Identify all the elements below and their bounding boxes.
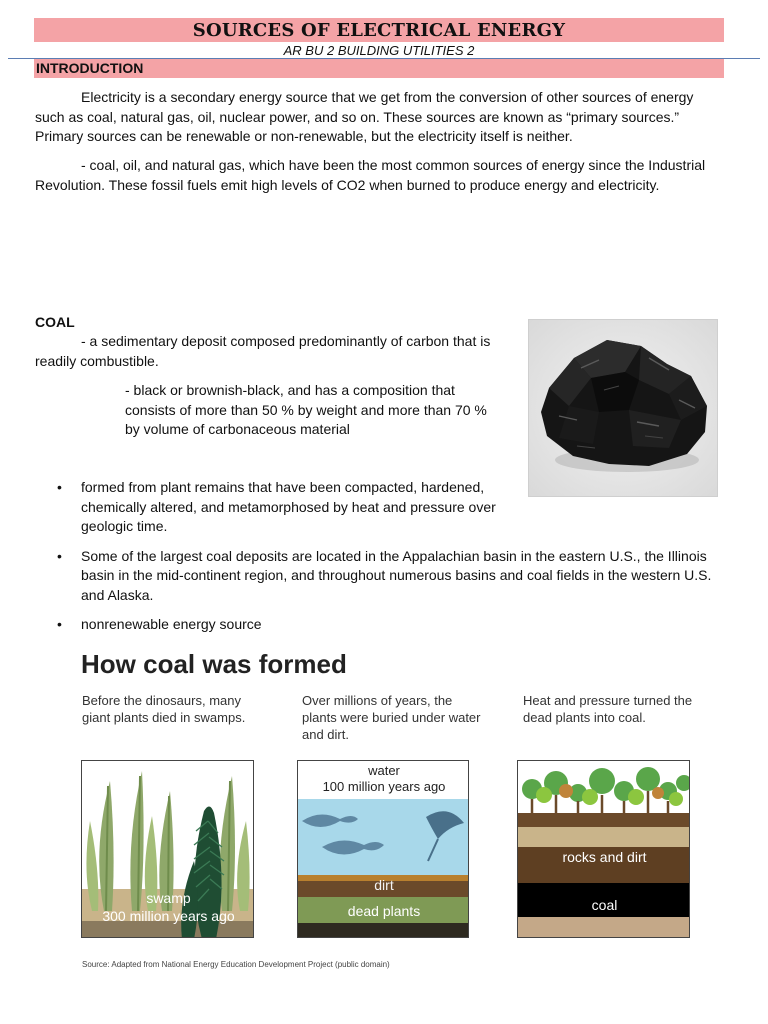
list-item: • Some of the largest coal deposits are located in the Appalachian basin in the eastern U.S., the Illinois basin in the mid-continent region, and throughout numerous basins and coal fields in the western U.S. and Alaska. xyxy=(35,547,715,606)
panel-dirt-label: dirt xyxy=(374,877,394,893)
panel-swamp-age: 300 million years ago xyxy=(102,908,235,924)
figure-title: How coal was formed xyxy=(81,649,347,679)
panel-water-label: water xyxy=(368,763,400,778)
figure-caption-2: Over millions of years, the plants were buried under water and dirt. xyxy=(302,693,481,742)
panel-swamp xyxy=(81,760,254,938)
coal-definition: - a sedimentary deposit composed predominantly of carbon that is readily combustible. xyxy=(35,333,491,369)
document-title: SOURCES OF ELECTRICAL ENERGY xyxy=(34,18,724,42)
figure-caption-3: Heat and pressure turned the dead plants into coal. xyxy=(523,693,693,725)
panel-water-age: 100 million years ago xyxy=(322,779,446,794)
panel-dead-plants-label: dead plants xyxy=(347,903,421,919)
figure-caption-1: Before the dinosaurs, many giant plants died in swamps. xyxy=(82,693,246,725)
intro-heading-bar xyxy=(34,59,724,78)
panel-coal-label: coal xyxy=(591,897,618,913)
panel-buried xyxy=(297,760,469,938)
intro-paragraph-2: - coal, oil, and natural gas, which have been the most common sources of energy since the Industrial Revolution. These fossil fuels emit high levels of CO2 when burned to produce energy and electricity. xyxy=(35,157,706,193)
figure-source: Source: Adapted from National Energy Education Development Project (public domain) xyxy=(82,960,390,969)
intro-paragraph-1: Electricity is a secondary energy source that we get from the conversion of other sources of energy such as coal, natural gas, oil, nuclear power, and so on. These sources are known as “primary sources.” Primary sources can be renewable or non-renewable, but the electricity itself is neither. xyxy=(35,89,694,144)
list-item: • nonrenewable energy source xyxy=(35,615,715,635)
coal-description: - black or brownish-black, and has a composition that consists of more than 50 % by weight and more than 70 % by volume of carbonaceous material xyxy=(125,382,487,437)
coal-facts-list xyxy=(35,478,715,635)
intro-heading: INTRODUCTION xyxy=(36,60,144,76)
panel-swamp-label: swamp xyxy=(146,890,191,906)
panel-rocks-label: rocks and dirt xyxy=(562,849,647,865)
list-item: • formed from plant remains that have been compacted, hardened, chemically altered, and metamorphosed by heat and pressure over geologic time. xyxy=(35,478,511,537)
coal-photo xyxy=(528,319,718,497)
panel-coal xyxy=(517,760,690,938)
coal-heading: COAL xyxy=(35,314,75,330)
document-subtitle: AR BU 2 BUILDING UTILITIES 2 xyxy=(283,43,475,58)
